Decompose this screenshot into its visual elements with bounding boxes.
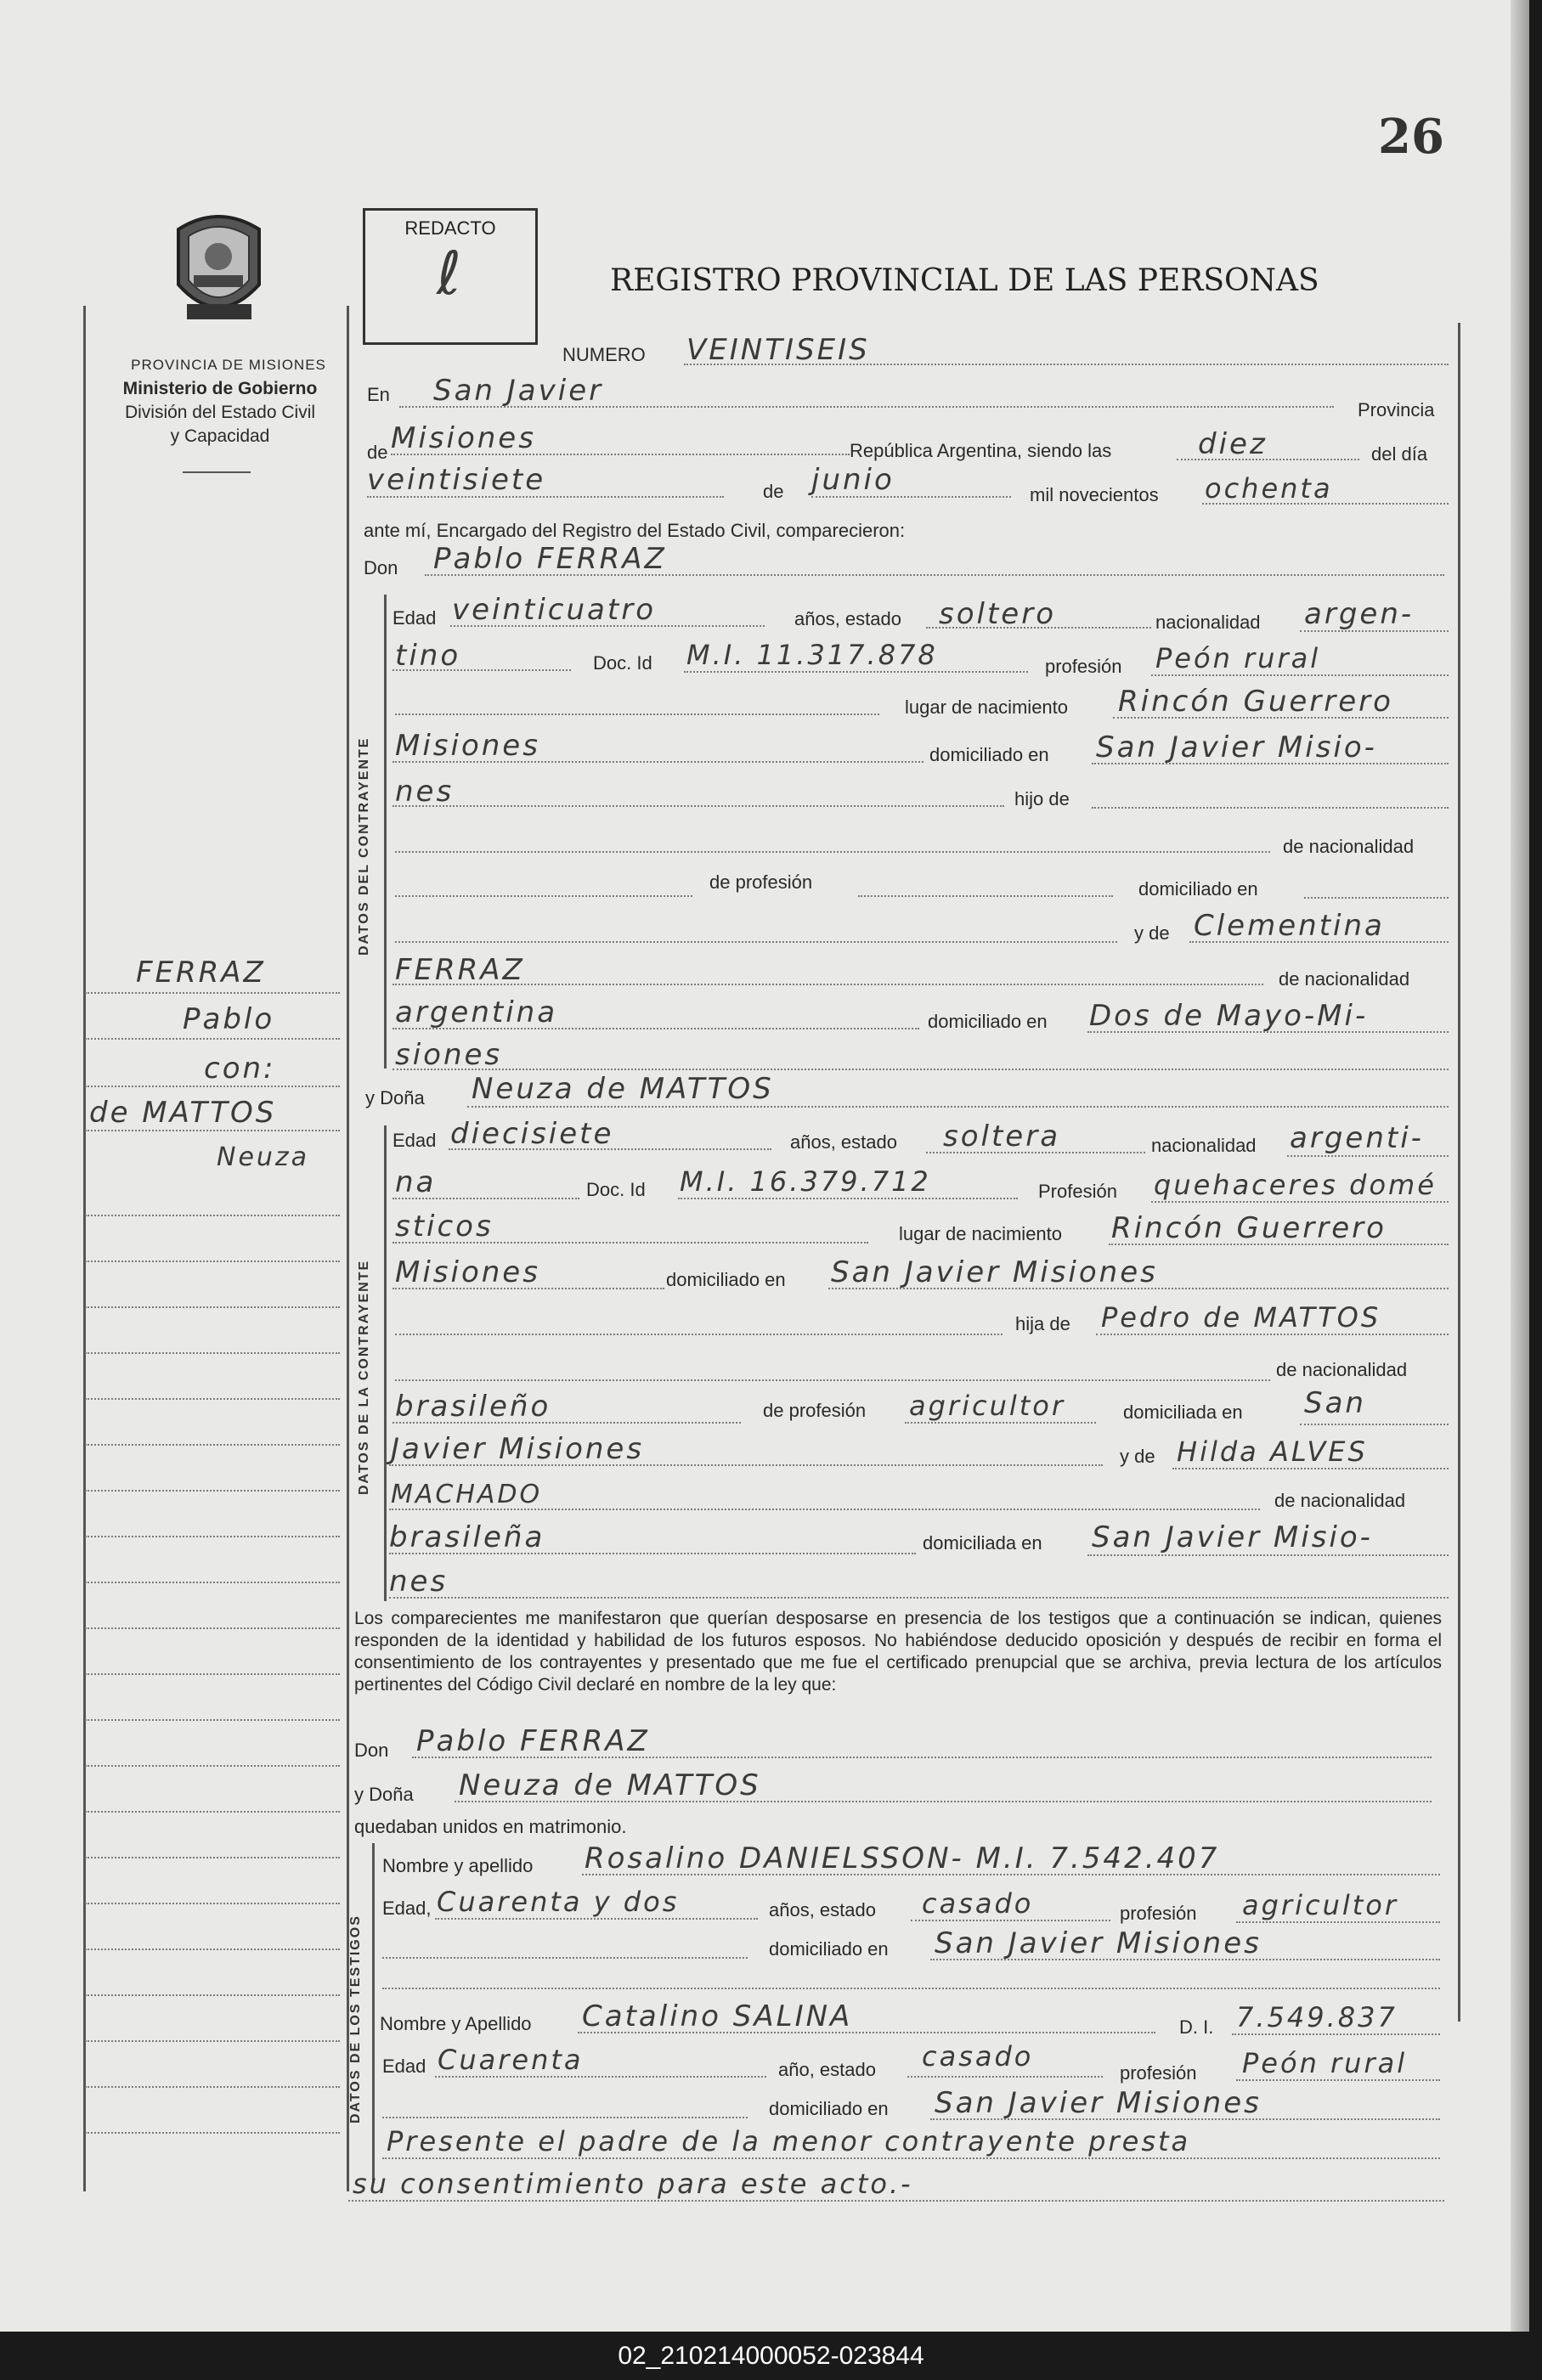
fill-line [1300,1424,1449,1425]
fill-line [395,895,692,897]
margin-dots [85,1582,340,1583]
fill-line [389,1464,1103,1466]
fill-line [828,1288,1449,1289]
fill-line [382,2117,748,2118]
g-madre-value: Clementina [1194,909,1385,943]
t1-estado-label: años, estado [769,1899,876,1920]
t2-di-value: 7.549.837 [1236,2001,1398,2033]
b-madre-nac-label: de nacionalidad [1274,1490,1406,1511]
fill-line [395,713,879,715]
fill-line [348,2200,1444,2202]
fill-line [389,1553,916,1554]
margin-note-line: con: [204,1052,276,1086]
fill-line [1300,630,1449,632]
b-madre-value: Hilda ALVES [1177,1435,1368,1468]
groom-section-label: DATOS DEL CONTRAYENTE [357,736,371,956]
margin-dots [85,1038,340,1040]
fill-line [393,1422,741,1424]
registry-title: REGISTRO PROVINCIAL DE LAS PERSONAS [610,263,1319,298]
b-madre-dom-label: domiciliada en [923,1532,1042,1554]
fill-line [1236,1921,1440,1923]
fill-line [582,1874,1440,1875]
g-padre-nac-label: de nacionalidad [1283,836,1415,857]
fill-line [1087,1554,1449,1556]
fill-line [412,1757,1432,1758]
b-padre-dom-value-cont: Javier Misiones [391,1432,645,1466]
g-estado-label: años, estado [794,608,901,629]
b-padre-dom-value: San [1304,1386,1366,1420]
redacto-stamp [363,208,538,345]
margin-dots [85,1536,340,1537]
fill-line [467,1106,1449,1108]
groom-bracket [384,595,387,1069]
margin-dots [85,992,340,994]
b-madre-value-cont: MACHADO [391,1480,543,1509]
margin-dots [85,1949,340,1950]
b-padre-nac-label: de nacionalidad [1276,1359,1408,1380]
t1-estado-value: casado [922,1887,1034,1920]
fill-line [425,574,1444,576]
t2-di-label: D. I. [1179,2016,1214,2038]
b-dom-value: San Javier Misiones [831,1255,1158,1289]
g-doc-value: M.I. 11.317.878 [686,639,938,671]
margin-dots [85,2132,340,2134]
fill-line [382,1988,1440,1989]
g-padre-dom-label: domiciliado en [1138,878,1258,900]
dona-label: y Doña [365,1087,425,1108]
fill-line [1096,1334,1449,1335]
witness-bracket [372,1843,375,2183]
margin-dots [85,1215,340,1216]
margin-dots [85,1352,340,1354]
fill-line [395,1379,1270,1381]
ministry-label: Ministerio de Gobierno [122,379,318,398]
dona2-value: Neuza de MATTOS [459,1768,761,1802]
note-line: Presente el padre de la menor contrayente presta [387,2125,1191,2157]
de-value: Misiones [391,421,536,455]
fill-line [1202,503,1449,505]
fill-line [395,851,1270,853]
b-doc-label: Doc. Id [586,1179,646,1200]
margin-dots [85,1260,340,1262]
en-label: En [367,384,390,405]
t2-prof-value: Peón rural [1242,2047,1408,2079]
b-prof-label: Profesión [1038,1181,1117,1202]
margin-dots [85,1490,340,1492]
g-nac-value-cont: tino [395,639,461,673]
stamp-initial: ℓ [437,239,464,308]
fill-line [393,761,924,763]
en-value: San Javier [433,374,604,408]
fill-line [678,1198,1018,1199]
b-padre-prof-label: de profesión [763,1400,867,1421]
fill-line [393,984,1263,985]
t2-edad-value: Cuarenta [438,2044,584,2076]
b-madre-dom-value-cont: nes [389,1565,449,1599]
fill-line [435,2076,766,2078]
declaration-paragraph: Los comparecientes me manifestaron que querían desposarse en presencia de los testigos que a continuación se indican, quienes responden de la identidad y habilidad de los futuros esposos. No habiéndose deducido oposición y después de recibir en forma el consentimiento de los contrayentes y presentado que me fue el certificado prenupcial que se archiva, previa lectura de los artículos pertinentes del Código Civil declaré en nombre de la ley que: [354,1609,1442,1695]
numero-label: NUMERO [562,344,646,365]
b-nac-value-cont: na [395,1165,437,1199]
t1-prof-value: agricultor [1242,1889,1399,1921]
fill-line [684,671,1028,673]
margin-note-line: FERRAZ [136,956,266,990]
fill-line [399,406,1334,408]
b-lugar-value: Rincón Guerrero [1111,1211,1387,1245]
t1-prof-label: profesión [1120,1903,1197,1924]
dona2-label: y Doña [354,1784,414,1805]
mes-value: junio [811,463,895,497]
margin-note-line: Neuza [217,1142,310,1172]
fill-line [1189,941,1449,943]
fill-line [393,1198,579,1199]
quedaban-label: quedaban unidos en matrimonio. [354,1816,627,1837]
margin-dots [85,1306,340,1308]
t2-nombre-label: Nombre y Apellido [380,2013,532,2034]
b-estado-label: años, estado [790,1131,897,1153]
margin-dots [85,1627,340,1629]
b-nac-value: argenti- [1290,1121,1424,1155]
g-madre-nac-label: de nacionalidad [1279,968,1410,990]
g-lugar-label: lugar de nacimiento [905,697,1069,718]
fill-line [1287,1155,1449,1157]
bride-bracket [384,1125,387,1601]
t2-dom-label: domiciliado en [769,2098,889,2119]
fill-line [391,454,850,455]
image-id-caption: 02_210214000052-023844 [0,2332,1542,2380]
margin-note-line: Pablo [183,1002,275,1036]
fill-line [382,1957,748,1959]
margin-dots [85,1673,340,1675]
b-madre-nac-value: brasileña [389,1520,545,1554]
fill-line [1151,1201,1449,1203]
b-prof-value: quehaceres domé [1154,1169,1437,1201]
b-nac-label: nacionalidad [1151,1135,1257,1156]
b-estado-value: soltera [943,1120,1061,1153]
margin-dots [85,1086,340,1087]
dona-value: Neuza de MATTOS [472,1072,774,1106]
don-value: Pablo FERRAZ [433,542,667,576]
fill-line [435,1918,758,1920]
stamp-label: REDACTO [404,217,496,239]
fill-line [926,627,1151,629]
fill-line [930,1959,1440,1960]
bride-section-label: DATOS DE LA CONTRAYENTE [357,1259,371,1495]
fill-line [1113,717,1449,719]
margin-dots [85,2040,340,2042]
b-y-de-label: y de [1120,1446,1155,1467]
margin-dots [85,1994,340,1996]
b-lugar-label: lugar de nacimiento [899,1223,1063,1244]
g-edad-label: Edad [393,607,437,629]
g-madre-nac-value: argentina [395,995,558,1029]
t2-prof-label: profesión [1120,2062,1197,2084]
margin-dots [85,1811,340,1813]
hora-value: diez [1198,427,1268,461]
province-label: PROVINCIA DE MISIONES [131,357,326,373]
header-rule [183,471,251,473]
b-lugar-value-cont: Misiones [395,1255,540,1289]
note-line: su consentimiento para este acto.- [353,2168,913,2200]
fill-line [450,625,765,627]
fill-line [858,895,1113,897]
t2-estado-value: casado [922,2040,1034,2073]
margin-dots [85,2086,340,2088]
g-edad-value: veinticuatro [452,593,656,627]
margin-note-line: de MATTOS [89,1096,277,1130]
g-y-de-label: y de [1134,922,1170,944]
b-madre-dom-value: San Javier Misio- [1092,1520,1373,1554]
g-doc-label: Doc. Id [593,652,652,674]
g-madre-value-cont: FERRAZ [395,953,525,987]
t1-edad-value: Cuarenta y dos [437,1886,680,1918]
t2-nombre-value: Catalino SALINA [582,1999,853,2033]
fill-line [684,364,1449,365]
margin-divider [347,306,349,2191]
margin-dots [85,1398,340,1400]
g-padre-prof-label: de profesión [709,871,813,893]
fill-line [393,669,571,671]
g-hijo-label: hijo de [1014,788,1070,809]
t1-nombre-label: Nombre y apellido [382,1855,534,1876]
b-padre-dom-label: domiciliada en [1123,1401,1243,1423]
fill-line [905,1422,1096,1424]
page-number: 26 [1378,109,1444,165]
g-nac-label: nacionalidad [1155,612,1261,633]
g-estado-value: soltero [939,597,1056,631]
t1-edad-label: Edad, [382,1898,432,1919]
left-border [83,306,86,2191]
t2-dom-value: San Javier Misiones [935,2086,1262,2120]
fill-line [907,2076,1103,2078]
fill-line [1304,897,1449,899]
fill-line [930,2118,1440,2120]
fill-line [1109,1244,1449,1245]
ante-label: ante mí, Encargado del Registro del Estado Civil, comparecieron: [364,520,906,541]
g-madre-dom-label: domiciliado en [928,1011,1048,1032]
fill-line [393,1028,919,1029]
capacity-label: y Capacidad [170,426,270,446]
del-dia-label: del día [1371,443,1428,465]
margin-dots [85,1130,340,1131]
republica-label: República Argentina, siendo las [850,440,1112,461]
margin-dots [85,1444,340,1446]
don2-value: Pablo FERRAZ [416,1724,650,1758]
fill-line [1087,1031,1449,1033]
b-edad-value: diecisiete [450,1117,614,1151]
g-dom-value-cont: nes [395,775,455,809]
b-dom-label: domiciliado en [666,1269,786,1290]
t1-nombre-value: Rosalino DANIELSSON- M.I. 7.542.407 [585,1841,1220,1875]
fill-line [389,1597,1449,1599]
de-label: de [367,442,388,463]
g-prof-label: profesión [1045,656,1122,677]
fill-line [1236,2079,1440,2081]
fill-line [1177,459,1359,460]
fill-line [455,1801,1432,1802]
fill-line [382,2157,1440,2159]
witness-section-label: DATOS DE LOS TESTIGOS [348,1915,363,2123]
b-padre-nac-value: brasileño [395,1390,551,1424]
division-label: División del Estado Civil [124,403,316,422]
fill-line [1172,1468,1449,1469]
fill-line [393,805,1004,807]
anio-value: ochenta [1205,472,1333,505]
g-dom-label: domiciliado en [929,744,1049,765]
g-prof-value: Peón rural [1155,642,1321,674]
dia-value: veintisiete [367,463,546,497]
b-padre-value: Pedro de MATTOS [1101,1301,1381,1334]
g-madre-dom-value-cont: siones [395,1038,503,1072]
b-edad-label: Edad [393,1130,437,1151]
don2-label: Don [354,1740,389,1761]
fill-line [393,1288,664,1289]
b-hija-label: hija de [1015,1313,1070,1334]
margin-dots [85,1903,340,1904]
b-padre-prof-value: agricultor [909,1390,1066,1422]
don-label: Don [364,557,398,578]
fill-line [811,496,1011,498]
fill-line [367,496,724,498]
margin-dots [85,1765,340,1767]
b-prof-value-cont: sticos [395,1210,494,1244]
numero-value: VEINTISEIS [686,333,870,367]
fill-line [1092,807,1449,809]
fill-line [389,1509,1260,1510]
fill-line [926,1152,1145,1153]
fill-line [1092,763,1449,764]
fill-line [395,1334,1003,1335]
fill-line [578,2032,1155,2033]
fill-line [393,1069,1449,1070]
provincia-label: Provincia [1358,399,1435,420]
g-lugar-value-cont: Misiones [395,729,540,763]
mil-label: mil novecientos [1030,484,1159,505]
fill-line [911,1920,1110,1921]
t1-dom-value: San Javier Misiones [935,1926,1262,1960]
right-border [1458,323,1460,2022]
fill-line [449,1148,771,1150]
de-mes-label: de [763,481,784,502]
g-madre-dom-value: Dos de Mayo-Mi- [1089,999,1369,1033]
t1-dom-label: domiciliado en [769,1938,889,1960]
fill-line [393,1242,868,1244]
margin-dots [85,1719,340,1721]
b-doc-value: M.I. 16.379.712 [680,1165,931,1198]
provincial-seal-icon [161,204,276,330]
g-nac-value: argen- [1304,597,1415,631]
fill-line [1232,2033,1440,2035]
fill-line [1151,674,1449,676]
margin-dots [85,1857,340,1858]
g-dom-value: San Javier Misio- [1096,730,1377,764]
t2-estado-label: año, estado [778,2059,876,2080]
fill-line [395,941,1117,943]
t2-edad-label: Edad [382,2056,426,2077]
g-lugar-value: Rincón Guerrero [1118,685,1393,719]
